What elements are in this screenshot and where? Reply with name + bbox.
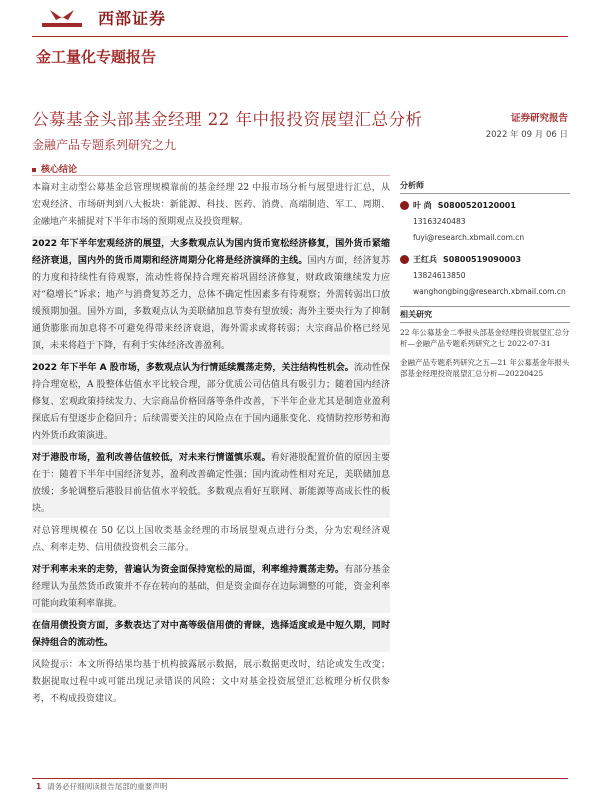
brand-name: 西部证券 — [98, 9, 167, 28]
analyst-email[interactable]: fuyi@research.xbmail.com.cn — [413, 233, 525, 242]
person-icon — [400, 255, 409, 264]
paragraph-credit: 在信用债投资方面，多数表达了对中高等级信用债的青睐，选择适度或是中短久期，同时保持组合的流动性。 — [32, 618, 390, 652]
page-number: 1 — [36, 782, 42, 791]
analyst-heading: 分析师 — [400, 180, 570, 194]
paragraph-hk-market: 对于港股市场，盈利改善估值较低，对未来行情谨慎乐观。看好港股配置价值的原因主要在于：随着下半年中国经济复苏，盈利改善确定性强；国内流动性相对充足，美联储加息放缓；多轮调整后港股目前估值水平较低。多数观点看好互联网、新能源等高成长性的板块。 — [32, 450, 390, 518]
paragraph-fixed-income: 对总管理规模在 50 亿以上国收类基金经理的市场展望观点进行分类，分为宏观经济观点、利率走势、信用债投资机会三部分。 — [32, 526, 390, 553]
analyst-phone: 13163240483 — [413, 217, 466, 226]
paragraph-risk: 风险提示：本文所得结果均基于机构披露展示数据，展示数据更改时，结论或发生改变；数据提取过程中或可能出现记录错误的风险；文中对基金投资展望汇总梳理分析仅供参考，不构成投资建议。 — [32, 660, 390, 704]
western-securities-logo — [38, 8, 86, 30]
analyst-name: 王红兵 — [413, 255, 437, 264]
report-title: 公募基金头部基金经理 22 年中报投资展望汇总分析 — [32, 110, 423, 129]
header-divider — [32, 36, 568, 37]
paragraph-a-share: 2022 年下半年 A 股市场，多数观点认为行情延续震荡走势，关注结构性机会。流动性保持合理宽松，A 股整体估值水平比较合理，部分优质公司估值具有吸引力；随着国内经济修复、宏观政策持续发力、大宗商品价格回落等条件改善，下半年企业尤其是制造业盈利探底后有望逐步企稳回升；后续需要关注的风险点在于国内通胀变化、疫情防控形势和海内外货币政策演进。 — [32, 360, 390, 445]
related-research-heading: 相关研究 — [400, 306, 570, 323]
report-body — [32, 180, 390, 713]
series-title: 金工量化专题报告 — [36, 48, 157, 66]
person-icon — [400, 201, 409, 210]
analyst-card — [400, 252, 570, 300]
conclusion-heading: 核心结论 — [32, 162, 77, 175]
footer — [36, 781, 167, 792]
report-type: 证券研究报告 — [510, 113, 568, 124]
analyst-card — [400, 198, 570, 246]
sidebar — [400, 180, 570, 387]
analyst-cert: S0800520120001 — [437, 201, 516, 210]
analyst-cert: S0800519090003 — [443, 255, 522, 264]
bullet-icon — [32, 168, 36, 172]
related-research-item[interactable]: 金融产品专题系列研究之五—21 年公募基金年报头部基金经理投资展望汇总分析—20220425 — [400, 358, 570, 378]
related-research-item[interactable]: 22 年公募基金二季报头部基金经理投资展望汇总分析—金融产品专题系列研究之七 2022-07-31 — [400, 328, 570, 348]
report-subtitle: 金融产品专题系列研究之九 — [32, 138, 177, 152]
analyst-email[interactable]: wanghongbing@research.xbmail.com.cn — [413, 287, 566, 296]
analyst-name: 叶 尚 — [413, 201, 432, 210]
paragraph-intro: 本篇对主动型公募基金总管理规模靠前的基金经理 22 中报市场分析与展望进行汇总，从宏观经济、市场研判到八大板块：新能源、科技、医药、消费、高端制造、军工、周期、金融地产来捕捉对下半年市场的预期观点及投资理解。 — [32, 183, 390, 227]
paragraph-macro: 2022 年下半年宏观经济的展望，大多数观点认为国内货币宽松经济修复，国外货币紧缩经济衰退，国内外的货币周期和经济周期分化将是经济演绎的主线。国内方面，经济复苏的力度和持续性有待观察，流动性将保持合理充裕巩固经济修复，财政政策继续发力应对“稳增长”诉求；地产与消费复苏乏力，总体不确定性因素多有待观察；外需转弱出口放缓预期加强。国外方面，多数观点认为美联储加息节奏有望放缓；海外主要央行为了抑制通货膨胀而加息将不可避免得带来经济衰退，海外需求或将转弱；大宗商品价格已经见顶，未来将趋于下降，有利于实体经济改善盈利。 — [32, 236, 390, 355]
report-date: 2022 年 09 月 06 日 — [485, 130, 568, 140]
paragraph-rates: 对于利率未来的走势，普遍认为资金面保持宽松的局面，利率维持震荡走势。有部分基金经理认为虽然货币政策并不存在转向的基础，但是资金面存在边际调整的可能，资金利率可能向政策利率靠拢。 — [32, 562, 390, 613]
conclusion-divider — [32, 175, 390, 176]
footer-divider — [32, 778, 568, 779]
footer-disclaimer: 请务必仔细阅读报告尾部的重要声明 — [47, 782, 168, 791]
analyst-phone: 13824613850 — [413, 271, 466, 280]
